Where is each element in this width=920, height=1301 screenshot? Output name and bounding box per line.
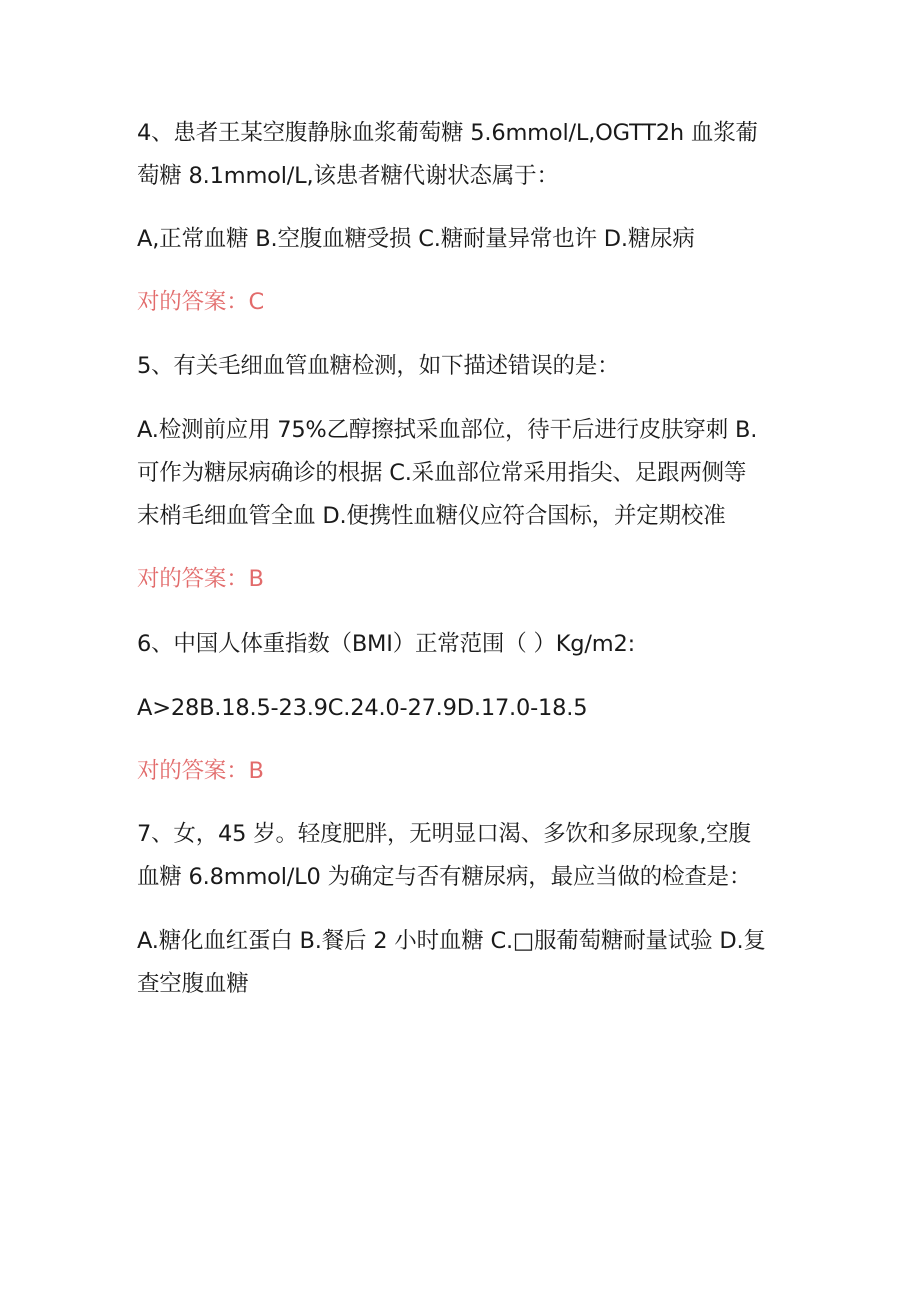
question-5-text-line-1: 5、有关毛细血管血糖检测，如下描述错误的是： <box>137 353 620 379</box>
question-6-text-line-1: 6、中国人体重指数（BMI）正常范围（ ）Kg∕m2: <box>137 631 635 657</box>
question-7-text-line-2: 血糖 6.8mmol∕L0 为确定与否有糖尿病，最应当做的检查是： <box>137 864 752 890</box>
question-7-options-line-2: 查空腹血糖 <box>137 971 249 997</box>
question-4-options: A,正常血糖 B.空腹血糖受损 C.糖耐量异常也许 D.糖尿病 <box>137 226 695 252</box>
question-4-text-line-2: 萄糖 8.1mmol/L,该患者糖代谢状态属于： <box>137 163 559 189</box>
question-4-text-line-1: 4、患者王某空腹静脉血浆葡萄糖 5.6mmol/L,OGTT2h 血浆葡 <box>137 120 758 146</box>
question-6-options: A>28B.18.5-23.9C.24.0-27.9D.17.0-18.5 <box>137 695 588 721</box>
question-6-answer: 对的答案：B <box>137 758 264 784</box>
question-5-options-line-2: 可作为糖尿病确诊的根据 C.采血部位常采用指尖、足跟两侧等 <box>137 460 747 486</box>
question-5-options-line-3: 末梢毛细血管全血 D.便携性血糖仪应符合国标，并定期校准 <box>137 503 726 529</box>
question-7-text-line-1: 7、女，45 岁。轻度肥胖，无明显口渴、多饮和多尿现象,空腹 <box>137 821 751 847</box>
question-5-options-line-1: A.检测前应用 75%乙醇擦拭采血部位，待干后进行皮肤穿刺 B. <box>137 417 758 443</box>
question-7-options-line-1: A.糖化血红蛋白 B.餐后 2 小时血糖 C.□服葡萄糖耐量试验 D.复 <box>137 928 766 954</box>
question-4-answer: 对的答案：C <box>137 289 265 315</box>
question-5-answer: 对的答案：B <box>137 566 264 592</box>
